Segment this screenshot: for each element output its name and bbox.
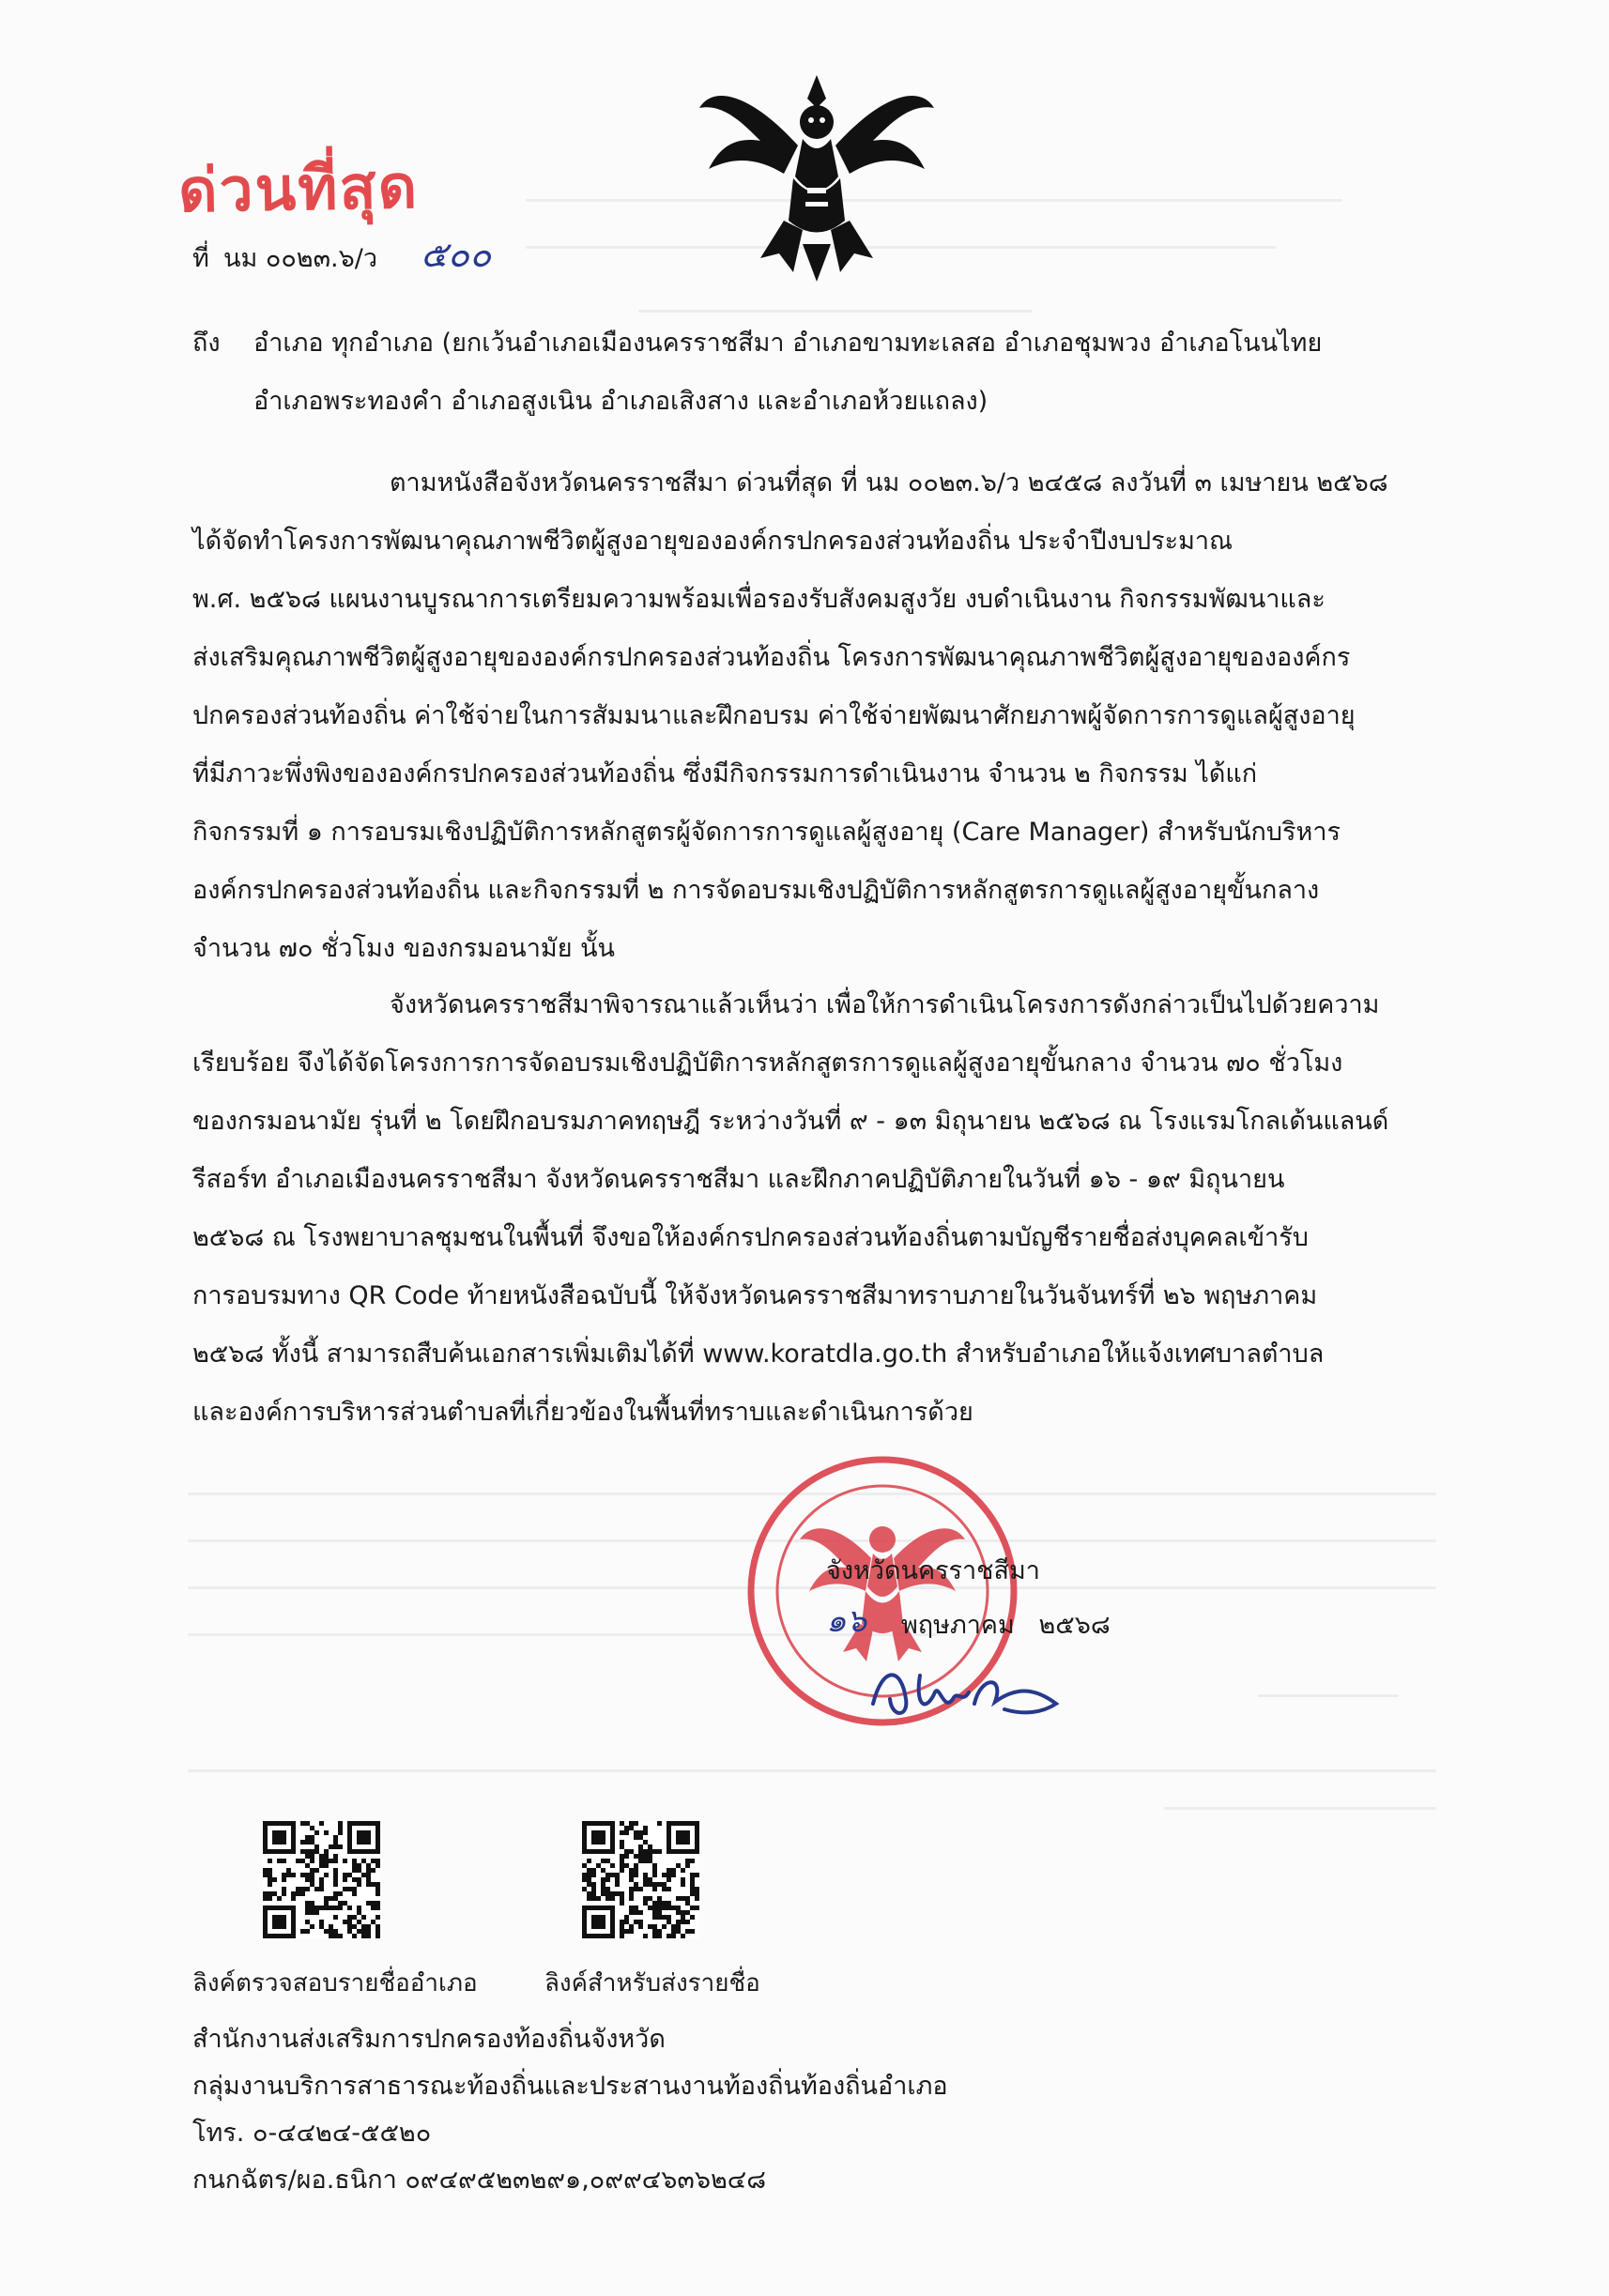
paragraph-line: จังหวัดนครราชสีมาพิจารณาแล้วเห็นว่า เพื่อให้การดำเนินโครงการดังกล่าวเป็นไปด้วยความ [390, 990, 1380, 1019]
paragraph-line: ตามหนังสือจังหวัดนครราชสีมา ด่วนที่สุด ที่ นม ๐๐๒๓.๖/ว ๒๔๕๘ ลงวันที่ ๓ เมษายน ๒๕๖๘ [390, 468, 1388, 497]
doc-number-handwritten: ๕๐๐ [421, 234, 492, 275]
paragraph-line: จำนวน ๗๐ ชั่วโมง ของกรมอนามัย นั้น [192, 934, 616, 963]
to-line-2: อำเภอพระทองคำ อำเภอสูงเนิน อำเภอเสิงสาง และอำเภอห้วยแถลง) [253, 387, 988, 416]
to-line-1: อำเภอ ทุกอำเภอ (ยกเว้นอำเภอเมืองนครราชสีมา อำเภอขามทะเลสอ อำเภอชุมพวง อำเภอโนนไทย [253, 329, 1323, 358]
doc-number-label: ที่ [192, 244, 209, 273]
qr-code-submit-names[interactable] [582, 1821, 699, 1938]
handwritten-signature-icon [864, 1647, 1070, 1732]
qr-code-icon [263, 1821, 380, 1938]
paragraph-line: การอบรมทาง QR Code ท้ายหนังสือฉบับนี้ ให้จังหวัดนครราชสีมาทราบภายในวันจันทร์ที่ ๒๖ พฤษภาคม [192, 1281, 1318, 1310]
paragraph-line: ปกครองส่วนท้องถิ่น ค่าใช้จ่ายในการสัมมนาและฝึกอบรม ค่าใช้จ่ายพัฒนาศักยภาพผู้จัดการการดูแลผู้สูงอายุ [192, 701, 1356, 730]
paragraph-line: ของกรมอนามัย รุ่นที่ ๒ โดยฝึกอบรมภาคทฤษฎี ระหว่างวันที่ ๙ - ๑๓ มิถุนายน ๒๕๖๘ ณ โรงแรมโกลเด้นแลนด์ [192, 1107, 1389, 1136]
footer-tel: โทร. ๐-๔๔๒๔-๕๕๒๐ [192, 2119, 432, 2148]
signature-date: พฤษภาคม ๒๕๖๘ [901, 1611, 1111, 1640]
paragraph-line: ๒๕๖๘ ณ โรงพยาบาลชุมชนในพื้นที่ จึงขอให้องค์กรปกครองส่วนท้องถิ่นตามบัญชีรายชื่อส่งบุคคลเข้ารับ [192, 1223, 1309, 1252]
paragraph-line: ที่มีภาวะพึ่งพิงขององค์กรปกครองส่วนท้องถิ่น ซึ่งมีกิจกรรมการดำเนินงาน จำนวน ๒ กิจกรรม ได้แก่ [192, 759, 1258, 788]
paragraph-line: รีสอร์ท อำเภอเมืองนครราชสีมา จังหวัดนครราชสีมา และฝึกภาคปฏิบัติภายในวันที่ ๑๖ - ๑๙ มิถุนายน [192, 1165, 1285, 1194]
paragraph-line: ๒๕๖๘ ทั้งนี้ สามารถสืบค้นเอกสารเพิ่มเติมได้ที่ www.koratdla.go.th สำหรับอำเภอให้แจ้งเทศบาลตำบล [192, 1339, 1325, 1369]
qr-code-district-check[interactable] [263, 1821, 380, 1938]
paragraph-line: และองค์การบริหารส่วนตำบลที่เกี่ยวข้องในพื้นที่ทราบและดำเนินการด้วย [192, 1398, 973, 1427]
qr-right-caption: ลิงค์สำหรับส่งรายชื่อ [544, 1969, 760, 1998]
paragraph-line: ได้จัดทำโครงการพัฒนาคุณภาพชีวิตผู้สูงอายุขององค์กรปกครองส่วนท้องถิ่น ประจำปีงบประมาณ [192, 527, 1234, 556]
paragraph-line: พ.ศ. ๒๕๖๘ แผนงานบูรณาการเตรียมความพร้อมเพื่อรองรับสังคมสูงวัย งบดำเนินงาน กิจกรรมพัฒนาและ [192, 585, 1326, 614]
signature-issuer: จังหวัดนครราชสีมา [826, 1556, 1040, 1585]
paragraph-line: กิจกรรมที่ ๑ การอบรมเชิงปฏิบัติการหลักสูตรผู้จัดการการดูแลผู้สูงอายุ (Care Manager) สำหรับนักบริหาร [192, 818, 1341, 847]
signature-day-handwritten: ๑๖ [826, 1602, 867, 1640]
qr-left-caption: ลิงค์ตรวจสอบรายชื่ออำเภอ [192, 1969, 478, 1998]
paragraph-line: ส่งเสริมคุณภาพชีวิตผู้สูงอายุขององค์กรปกครองส่วนท้องถิ่น โครงการพัฒนาคุณภาพชีวิตผู้สูงอายุขององค์กร [192, 643, 1351, 672]
paragraph-line: องค์กรปกครองส่วนท้องถิ่น และกิจกรรมที่ ๒ การจัดอบรมเชิงปฏิบัติการหลักสูตรการดูแลผู้สูงอายุขั้นกลาง [192, 876, 1320, 905]
to-label: ถึง [192, 329, 221, 358]
footer-division: กลุ่มงานบริการสาธารณะท้องถิ่นและประสานงานท้องถิ่นท้องถิ่นอำเภอ [192, 2072, 948, 2101]
body-paragraph-1 [192, 454, 1450, 978]
paragraph-line: เรียบร้อย จึงได้จัดโครงการการจัดอบรมเชิงปฏิบัติการหลักสูตรการดูแลผู้สูงอายุขั้นกลาง จำนวน ๗๐ ชั่วโมง [192, 1049, 1343, 1078]
body-paragraph-2 [192, 976, 1450, 1442]
footer-office: สำนักงานส่งเสริมการปกครองท้องถิ่นจังหวัด [192, 2025, 666, 2054]
doc-number: นม ๐๐๒๓.๖/ว [223, 244, 378, 273]
qr-code-icon [582, 1821, 699, 1938]
footer-contact: กนกฉัตร/ผอ.ธนิกา ๐๙๔๙๕๒๓๒๙๑,๐๙๙๔๖๓๖๒๔๘ [192, 2166, 767, 2195]
urgency-stamp: ด่วนที่สุด [177, 151, 420, 227]
garuda-emblem-icon [695, 56, 939, 291]
